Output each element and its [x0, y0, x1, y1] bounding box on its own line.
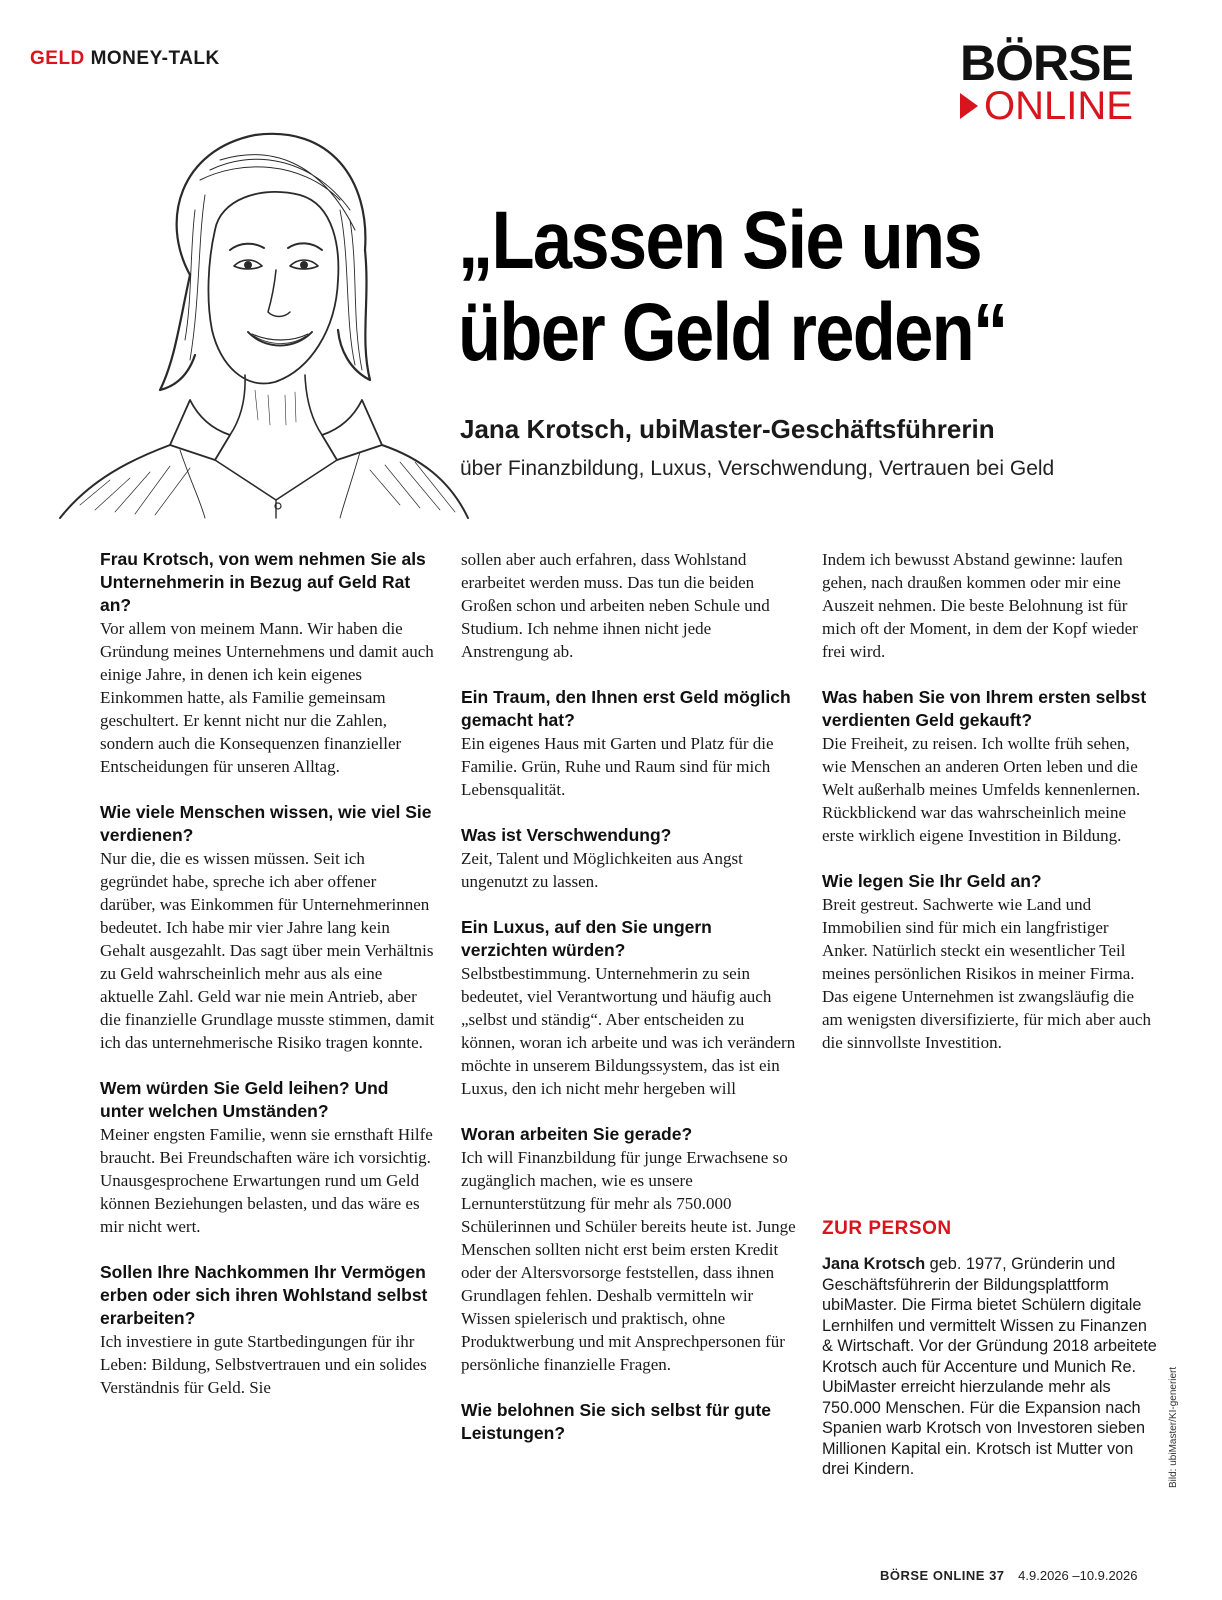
footer-publication: BÖRSE ONLINE 37 — [880, 1568, 1005, 1583]
article-column-3 — [822, 548, 1157, 1054]
logo-line2: ONLINE — [984, 84, 1133, 128]
interview-question: Ein Luxus, auf den Sie ungern verzichten würden? — [461, 917, 712, 960]
article-column-2 — [461, 548, 796, 1445]
interview-answer: Indem ich bewusst Abstand gewinne: laufen gehen, nach draußen kommen oder mir eine Auszeit nehmen. Die beste Belohnung ist für mich oft der Moment, in dem der Kopf wieder frei wird. — [822, 550, 1138, 661]
rubric-label: MONEY-TALK — [90, 48, 220, 69]
person-title: ZUR PERSON — [822, 1218, 952, 1239]
interview-answer: sollen aber auch erfahren, dass Wohlstand erarbeitet werden muss. Das tun die beiden Großen schon und arbeiten neben Schule und Studium. Ich nehme ihnen nicht jede Anstrengung ab. — [461, 550, 770, 661]
interview-question: Was haben Sie von Ihrem ersten selbst verdienten Geld gekauft? — [822, 687, 1147, 730]
interview-answer: Breit gestreut. Sachwerte wie Land und Immobilien sind für mich ein langfristiger Anker. Natürlich steckt ein wesentlicher Teil meines persönlichen Risikos in meiner Firma. Das eigene Unternehmen ist zwangsläufig die am wenigsten diversifizierte, für mich aber auch die sinnvollste Investition. — [822, 895, 1152, 1052]
logo-line1: BÖRSE — [960, 35, 1133, 91]
interview-question: Frau Krotsch, von wem nehmen Sie als Unternehmerin in Bezug auf Geld Rat an? — [100, 549, 426, 615]
interview-question: Wie belohnen Sie sich selbst für gute Leistungen? — [461, 1400, 772, 1443]
interview-answer: Selbstbestimmung. Unternehmerin zu sein bedeutet, viel Verantwortung und häufig auch „selbst und ständig“. Aber entscheiden zu können, woran ich arbeite und was ich verändern möchte in unserem Bildungssystem, das ist ein Luxus, den ich nicht mehr hergeben will — [461, 964, 796, 1098]
interview-answer: Nur die, die es wissen müssen. Seit ich gegründet habe, spreche ich aber offener darüber, was Einkommen für Unternehmerinnen bedeutet. Ich habe mir vier Jahre lang kein Gehalt ausgezahlt. Das sagt über mein Verhältnis zu Geld wahrscheinlich mehr aus als eine aktuelle Zahl. Geld war nie mein Antrieb, aber die finanzielle Grundlage musste stimmen, damit ich das unternehmerische Risiko tragen konnte. — [100, 849, 435, 1052]
play-triangle-icon — [960, 93, 978, 119]
boerse-online-logo — [960, 35, 1160, 128]
person-text — [822, 1254, 1162, 1480]
interview-answer: Ein eigenes Haus mit Garten und Platz für die Familie. Grün, Ruhe und Raum sind für mich Lebensqualität. — [461, 734, 774, 799]
interview-question: Woran arbeiten Sie gerade? — [461, 1124, 693, 1144]
image-credit: Bild: ubiMaster/KI-generiert — [1168, 1366, 1179, 1488]
interview-answer: Zeit, Talent und Möglichkeiten aus Angst ungenutzt zu lassen. — [461, 849, 743, 891]
person-name: Jana Krotsch — [822, 1255, 926, 1273]
interview-question: Sollen Ihre Nachkommen Ihr Vermögen erben oder sich ihren Wohlstand selbst erarbeiten? — [100, 1262, 428, 1328]
interview-answer: Ich will Finanzbildung für junge Erwachsene so zugänglich machen, wie es unsere Lernunterstützung für mehr als 750.000 Schülerinnen und Schüler bereits heute ist. Junge Menschen sollten nicht erst beim ersten Kredit oder der Altersvorsorge feststellen, dass ihnen Grundlagen fehlen. Deshalb vermitteln wir Wissen spielerisch und praktisch, ohne Produktwerbung und mit Ansprechpersonen für persönliche finanzielle Fragen. — [461, 1148, 796, 1374]
interview-answer: Die Freiheit, zu reisen. Ich wollte früh sehen, wie Menschen an anderen Orten leben und die Welt außerhalb meines Umfelds kennenlernen. Rückblickend war das wahrscheinlich meine erste wirklich eigene Investition in Bildung. — [822, 734, 1141, 845]
interview-question: Wie legen Sie Ihr Geld an? — [822, 871, 1042, 891]
headline-line2: über Geld reden“ — [458, 287, 1007, 378]
section-label: GELD — [30, 48, 85, 69]
portrait-sketch-icon — [40, 100, 470, 520]
headline-line1: „Lassen Sie uns — [458, 195, 981, 286]
interview-answer: Ich investiere in gute Startbedingungen für ihr Leben: Bildung, Selbstvertrauen und ein solides Verständnis für Geld. Sie — [100, 1332, 427, 1397]
section-kicker — [30, 48, 220, 70]
person-bio: geb. 1977, Gründerin und Geschäftsführerin der Bildungsplattform ubiMaster. Die Firma bietet Schülern digitale Lernhilfen und vermittelt Wissen zu Finanzen & Wirtschaft. Vor der Gründung 2018 arbeitete Krotsch auch für Accenture und Munich Re. UbiMaster erreicht hierzulande mehr als 750.000 Menschen. Für die Expansion nach Spanien warb Krotsch von Investoren sieben Millionen Kapital ein. Krotsch ist Mutter von drei Kindern. — [822, 1255, 1157, 1478]
page-footer — [880, 1568, 1137, 1583]
footer-date: 4.9.2026 –10.9.2026 — [1018, 1568, 1138, 1583]
interview-question: Was ist Verschwendung? — [461, 825, 672, 845]
interview-question: Ein Traum, den Ihnen erst Geld möglich gemacht hat? — [461, 687, 791, 730]
interview-answer: Meiner engsten Familie, wenn sie ernsthaft Hilfe braucht. Bei Freundschaften wäre ich vorsichtig. Unausgesprochene Erwartungen rund um Geld können Beziehungen belasten, und das wäre es mir nicht wert. — [100, 1125, 433, 1236]
interview-question: Wem würden Sie Geld leihen? Und unter welchen Umständen? — [100, 1078, 389, 1121]
interview-answer: Vor allem von meinem Mann. Wir haben die Gründung meines Unternehmens und damit auch einige Jahre, in denen ich kein eigenes Einkommen hatte, als Familie gemeinsam geschultert. Er kennt nicht nur die Zahlen, sondern auch die Konsequenzen finanzieller Entscheidungen für unseren Alltag. — [100, 619, 434, 776]
subline: über Finanzbildung, Luxus, Verschwendung, Vertrauen bei Geld — [460, 457, 1055, 480]
article-column-1 — [100, 548, 435, 1399]
interview-question: Wie viele Menschen wissen, wie viel Sie verdienen? — [100, 802, 432, 845]
headline — [458, 195, 1077, 379]
person-info-box — [822, 1218, 1162, 1480]
byline: Jana Krotsch, ubiMaster-Geschäftsführerin — [460, 414, 995, 444]
